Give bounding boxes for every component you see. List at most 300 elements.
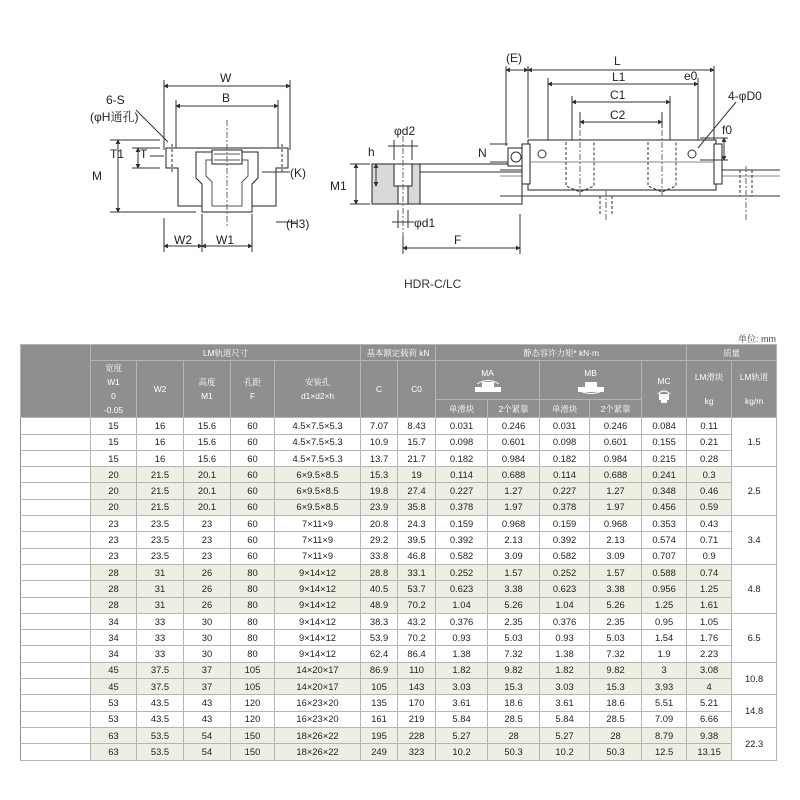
cell-lm-block: 0.11 bbox=[687, 418, 732, 434]
cell-c0: 170 bbox=[398, 695, 436, 711]
cell-w1: 23 bbox=[91, 548, 137, 564]
cell-ma-single: 0.392 bbox=[436, 532, 488, 548]
cell-c: 40.5 bbox=[361, 581, 398, 597]
cell-mb-single: 3.03 bbox=[540, 679, 590, 695]
cell-ma-double: 3.09 bbox=[488, 548, 540, 564]
cell-lm-block: 0.28 bbox=[687, 450, 732, 466]
cell-mb-double: 5.03 bbox=[590, 630, 642, 646]
header-group-row bbox=[21, 345, 777, 361]
cell-ma-double: 0.984 bbox=[488, 450, 540, 466]
cell-w2: 43.5 bbox=[137, 711, 184, 727]
cell-mb-double: 0.601 bbox=[590, 434, 642, 450]
cell-c: 29.2 bbox=[361, 532, 398, 548]
col-mb bbox=[540, 361, 642, 400]
header-col-row bbox=[21, 361, 777, 400]
cell-mb-single: 0.93 bbox=[540, 630, 590, 646]
model-cell bbox=[21, 711, 91, 727]
cell-lm-block: 0.46 bbox=[687, 483, 732, 499]
cell-f: 60 bbox=[231, 532, 275, 548]
cell-ma-single: 0.623 bbox=[436, 581, 488, 597]
cell-mc: 0.956 bbox=[642, 581, 687, 597]
cell-ma-double: 28.5 bbox=[488, 711, 540, 727]
cell-mb-single: 0.582 bbox=[540, 548, 590, 564]
cell-c: 161 bbox=[361, 711, 398, 727]
cell-mb-double: 0.984 bbox=[590, 450, 642, 466]
cell-mc: 12.5 bbox=[642, 744, 687, 760]
table-row bbox=[21, 679, 777, 695]
cell-c0: 21.7 bbox=[398, 450, 436, 466]
cell-lm-block: 1.25 bbox=[687, 581, 732, 597]
col-ma-symbol: MA bbox=[481, 368, 494, 379]
cell-mb-double: 5.26 bbox=[590, 597, 642, 613]
cell-mb-double: 0.968 bbox=[590, 516, 642, 532]
cell-holes: 9×14×12 bbox=[275, 630, 361, 646]
cell-mb-double: 0.246 bbox=[590, 418, 642, 434]
cell-f: 150 bbox=[231, 744, 275, 760]
cell-ma-single: 0.031 bbox=[436, 418, 488, 434]
cell-ma-single: 3.61 bbox=[436, 695, 488, 711]
cell-c0: 86.4 bbox=[398, 646, 436, 662]
mb-moment-icon bbox=[574, 380, 608, 394]
col-holes-title: 安装孔 bbox=[304, 377, 331, 388]
cell-w2: 21.5 bbox=[137, 467, 184, 483]
cell-ma-single: 5.84 bbox=[436, 711, 488, 727]
cell-holes: 9×14×12 bbox=[275, 564, 361, 580]
model-cell bbox=[21, 434, 91, 450]
cell-c0: 53.7 bbox=[398, 581, 436, 597]
model-cell bbox=[21, 548, 91, 564]
dim-W: W bbox=[220, 71, 232, 85]
cell-f: 120 bbox=[231, 711, 275, 727]
cell-w2: 23.5 bbox=[137, 516, 184, 532]
table-row bbox=[21, 646, 777, 662]
dim-holes-note: (φH通孔) bbox=[90, 110, 139, 124]
model-cell bbox=[21, 532, 91, 548]
cell-w2: 31 bbox=[137, 597, 184, 613]
table-row bbox=[21, 483, 777, 499]
cell-mc: 0.353 bbox=[642, 516, 687, 532]
cell-c: 15.3 bbox=[361, 467, 398, 483]
cell-m1: 37 bbox=[184, 662, 231, 678]
cell-mb-double: 50.3 bbox=[590, 744, 642, 760]
cell-holes: 6×9.5×8.5 bbox=[275, 499, 361, 515]
cell-f: 80 bbox=[231, 564, 275, 580]
col-w1-title: 宽度 bbox=[105, 363, 122, 374]
cell-c0: 33.1 bbox=[398, 564, 436, 580]
cell-w1: 15 bbox=[91, 450, 137, 466]
cell-c: 53.9 bbox=[361, 630, 398, 646]
dim-e0: e0 bbox=[684, 69, 698, 83]
cell-ma-double: 5.26 bbox=[488, 597, 540, 613]
cell-w2: 33 bbox=[137, 646, 184, 662]
cell-f: 80 bbox=[231, 581, 275, 597]
cell-w1: 28 bbox=[91, 581, 137, 597]
dim-C2: C2 bbox=[610, 108, 626, 122]
cell-lm-block: 0.71 bbox=[687, 532, 732, 548]
cell-mb-double: 2.13 bbox=[590, 532, 642, 548]
cell-m1: 20.1 bbox=[184, 467, 231, 483]
cell-mb-double: 1.27 bbox=[590, 483, 642, 499]
cell-w1: 45 bbox=[91, 662, 137, 678]
cell-f: 60 bbox=[231, 450, 275, 466]
model-cell bbox=[21, 630, 91, 646]
cell-c: 28.8 bbox=[361, 564, 398, 580]
cell-ma-double: 18.6 bbox=[488, 695, 540, 711]
cell-m1: 30 bbox=[184, 613, 231, 629]
cell-lm-block: 0.43 bbox=[687, 516, 732, 532]
cell-mc: 8.79 bbox=[642, 727, 687, 743]
dim-K: (K) bbox=[290, 166, 306, 180]
cell-f: 80 bbox=[231, 597, 275, 613]
cell-lm-block: 9.38 bbox=[687, 727, 732, 743]
cell-mb-single: 5.84 bbox=[540, 711, 590, 727]
cell-m1: 23 bbox=[184, 516, 231, 532]
cell-ma-double: 0.968 bbox=[488, 516, 540, 532]
cell-w2: 43.5 bbox=[137, 695, 184, 711]
col-f-symbol: F bbox=[249, 391, 256, 402]
cell-w2: 16 bbox=[137, 418, 184, 434]
cell-f: 105 bbox=[231, 662, 275, 678]
cell-c: 105 bbox=[361, 679, 398, 695]
model-col-header bbox=[21, 345, 91, 418]
cell-mb-double: 9.82 bbox=[590, 662, 642, 678]
cell-c0: 35.8 bbox=[398, 499, 436, 515]
cell-w1: 63 bbox=[91, 744, 137, 760]
cell-mb-single: 0.392 bbox=[540, 532, 590, 548]
cell-m1: 15.6 bbox=[184, 450, 231, 466]
cell-lm-block: 1.61 bbox=[687, 597, 732, 613]
cell-w1: 53 bbox=[91, 695, 137, 711]
cell-mb-single: 0.182 bbox=[540, 450, 590, 466]
table-row bbox=[21, 532, 777, 548]
cell-lm-rail-mass: 22.3 bbox=[732, 727, 777, 760]
unit-note: 单位: mm bbox=[738, 334, 776, 344]
cell-w1: 53 bbox=[91, 711, 137, 727]
cell-mc: 0.155 bbox=[642, 434, 687, 450]
cell-mb-double: 3.09 bbox=[590, 548, 642, 564]
cell-lm-block: 6.66 bbox=[687, 711, 732, 727]
cell-ma-single: 0.098 bbox=[436, 434, 488, 450]
cell-c: 19.8 bbox=[361, 483, 398, 499]
cell-ma-single: 5.27 bbox=[436, 727, 488, 743]
cell-mb-double: 18.6 bbox=[590, 695, 642, 711]
cell-m1: 26 bbox=[184, 597, 231, 613]
table-row bbox=[21, 418, 777, 434]
cell-mb-single: 10.2 bbox=[540, 744, 590, 760]
cell-holes: 14×20×17 bbox=[275, 662, 361, 678]
dim-C1: C1 bbox=[610, 88, 626, 102]
col-w1 bbox=[91, 361, 137, 418]
table-row bbox=[21, 516, 777, 532]
dim-N: N bbox=[478, 146, 487, 160]
cell-w1: 15 bbox=[91, 418, 137, 434]
cell-holes: 4.5×7.5×5.3 bbox=[275, 434, 361, 450]
model-cell bbox=[21, 581, 91, 597]
table-row bbox=[21, 467, 777, 483]
hdr-drawing bbox=[0, 0, 800, 300]
cell-ma-single: 0.582 bbox=[436, 548, 488, 564]
cell-f: 120 bbox=[231, 695, 275, 711]
cell-c0: 8.43 bbox=[398, 418, 436, 434]
cell-holes: 9×14×12 bbox=[275, 613, 361, 629]
cell-w2: 21.5 bbox=[137, 499, 184, 515]
cell-mb-double: 28 bbox=[590, 727, 642, 743]
cell-c0: 228 bbox=[398, 727, 436, 743]
col-w1-tol-up: 0 bbox=[111, 391, 116, 402]
model-cell bbox=[21, 695, 91, 711]
cell-holes: 18×26×22 bbox=[275, 727, 361, 743]
cell-holes: 6×9.5×8.5 bbox=[275, 483, 361, 499]
cell-w2: 16 bbox=[137, 434, 184, 450]
cell-w1: 45 bbox=[91, 679, 137, 695]
table-row bbox=[21, 581, 777, 597]
col-ma-double: 2个紧靠 bbox=[488, 400, 540, 418]
cell-ma-single: 0.93 bbox=[436, 630, 488, 646]
table-row bbox=[21, 695, 777, 711]
group-basic-load: 基本额定载荷 kN bbox=[361, 345, 436, 361]
cell-mb-single: 0.031 bbox=[540, 418, 590, 434]
cell-lm-rail-mass: 2.5 bbox=[732, 467, 777, 516]
cell-lm-block: 1.76 bbox=[687, 630, 732, 646]
cell-mb-single: 3.61 bbox=[540, 695, 590, 711]
cell-ma-single: 0.227 bbox=[436, 483, 488, 499]
dim-holes: 6-S bbox=[106, 93, 125, 107]
cell-mc: 1.25 bbox=[642, 597, 687, 613]
cell-w1: 34 bbox=[91, 630, 137, 646]
cell-mb-single: 0.623 bbox=[540, 581, 590, 597]
col-lm-block bbox=[687, 361, 732, 418]
cell-c0: 110 bbox=[398, 662, 436, 678]
cell-lm-rail-mass: 1.5 bbox=[732, 418, 777, 467]
cell-ma-single: 1.82 bbox=[436, 662, 488, 678]
ma-moment-icon bbox=[471, 380, 505, 394]
col-mc-symbol: MC bbox=[657, 376, 671, 387]
cell-holes: 7×11×9 bbox=[275, 548, 361, 564]
cell-ma-single: 3.03 bbox=[436, 679, 488, 695]
model-cell bbox=[21, 613, 91, 629]
cell-m1: 15.6 bbox=[184, 418, 231, 434]
cell-mc: 3.93 bbox=[642, 679, 687, 695]
model-label: HDR-C/LC bbox=[404, 277, 462, 291]
cell-c: 38.3 bbox=[361, 613, 398, 629]
cell-c: 62.4 bbox=[361, 646, 398, 662]
cell-c0: 19 bbox=[398, 467, 436, 483]
cell-holes: 9×14×12 bbox=[275, 581, 361, 597]
cell-lm-block: 1.05 bbox=[687, 613, 732, 629]
cell-lm-rail-mass: 3.4 bbox=[732, 516, 777, 565]
end-view bbox=[110, 80, 296, 252]
cell-w1: 28 bbox=[91, 597, 137, 613]
cell-holes: 18×26×22 bbox=[275, 744, 361, 760]
cell-mc: 0.241 bbox=[642, 467, 687, 483]
cell-m1: 54 bbox=[184, 727, 231, 743]
cell-ma-double: 50.3 bbox=[488, 744, 540, 760]
col-holes bbox=[275, 361, 361, 418]
cell-ma-single: 0.114 bbox=[436, 467, 488, 483]
cell-mb-single: 1.82 bbox=[540, 662, 590, 678]
cell-mb-double: 3.38 bbox=[590, 581, 642, 597]
table-row bbox=[21, 727, 777, 743]
cell-f: 60 bbox=[231, 516, 275, 532]
cell-c0: 70.2 bbox=[398, 630, 436, 646]
cell-mb-double: 2.35 bbox=[590, 613, 642, 629]
col-c0: C0 bbox=[398, 361, 436, 418]
dim-f0: f0 bbox=[722, 123, 733, 137]
col-m1 bbox=[184, 361, 231, 418]
cell-m1: 37 bbox=[184, 679, 231, 695]
cell-f: 105 bbox=[231, 679, 275, 695]
cell-holes: 16×23×20 bbox=[275, 711, 361, 727]
cell-w2: 16 bbox=[137, 450, 184, 466]
cell-ma-single: 0.182 bbox=[436, 450, 488, 466]
col-holes-symbol: d1×d2×h bbox=[300, 391, 335, 402]
cell-lm-block: 5.21 bbox=[687, 695, 732, 711]
model-cell bbox=[21, 744, 91, 760]
cell-ma-double: 0.601 bbox=[488, 434, 540, 450]
cell-ma-single: 1.04 bbox=[436, 597, 488, 613]
cell-mc: 0.95 bbox=[642, 613, 687, 629]
cell-ma-single: 0.159 bbox=[436, 516, 488, 532]
cell-holes: 7×11×9 bbox=[275, 516, 361, 532]
table-row bbox=[21, 662, 777, 678]
cell-mb-double: 1.57 bbox=[590, 564, 642, 580]
cell-mb-single: 0.378 bbox=[540, 499, 590, 515]
cell-c: 33.8 bbox=[361, 548, 398, 564]
cell-holes: 9×14×12 bbox=[275, 646, 361, 662]
cell-mb-double: 28.5 bbox=[590, 711, 642, 727]
cell-mc: 0.348 bbox=[642, 483, 687, 499]
cell-ma-double: 5.03 bbox=[488, 630, 540, 646]
dim-T1: T1 bbox=[110, 147, 125, 161]
dim-M: M bbox=[92, 169, 102, 183]
dim-M1: M1 bbox=[330, 179, 347, 193]
dim-D0: 4-φD0 bbox=[728, 89, 762, 103]
cell-ma-double: 3.38 bbox=[488, 581, 540, 597]
cell-mc: 1.54 bbox=[642, 630, 687, 646]
cell-m1: 23 bbox=[184, 548, 231, 564]
cell-c0: 143 bbox=[398, 679, 436, 695]
cell-w2: 21.5 bbox=[137, 483, 184, 499]
cell-w1: 20 bbox=[91, 483, 137, 499]
dim-H3: (H3) bbox=[286, 217, 310, 231]
cell-lm-rail-mass: 6.5 bbox=[732, 613, 777, 662]
model-cell bbox=[21, 646, 91, 662]
model-cell bbox=[21, 597, 91, 613]
cell-m1: 15.6 bbox=[184, 434, 231, 450]
rail-section-view bbox=[350, 136, 522, 254]
dim-T: T bbox=[140, 147, 148, 161]
cell-mc: 0.574 bbox=[642, 532, 687, 548]
cell-mb-single: 1.04 bbox=[540, 597, 590, 613]
cell-c: 23.9 bbox=[361, 499, 398, 515]
cell-f: 60 bbox=[231, 499, 275, 515]
dim-E: (E) bbox=[506, 51, 522, 65]
cell-ma-double: 28 bbox=[488, 727, 540, 743]
cell-f: 60 bbox=[231, 483, 275, 499]
cell-ma-double: 0.688 bbox=[488, 467, 540, 483]
cell-mb-single: 0.098 bbox=[540, 434, 590, 450]
cell-w1: 15 bbox=[91, 434, 137, 450]
cell-c: 20.8 bbox=[361, 516, 398, 532]
table-row bbox=[21, 434, 777, 450]
cell-m1: 23 bbox=[184, 532, 231, 548]
cell-w1: 34 bbox=[91, 646, 137, 662]
cell-lm-block: 2.23 bbox=[687, 646, 732, 662]
cell-mc: 0.215 bbox=[642, 450, 687, 466]
col-w1-symbol: W1 bbox=[107, 377, 120, 388]
cell-w2: 37.5 bbox=[137, 662, 184, 678]
mc-moment-icon bbox=[655, 388, 673, 404]
cell-w2: 31 bbox=[137, 564, 184, 580]
cell-mb-double: 1.97 bbox=[590, 499, 642, 515]
cell-mb-single: 0.227 bbox=[540, 483, 590, 499]
cell-c0: 15.7 bbox=[398, 434, 436, 450]
cell-holes: 7×11×9 bbox=[275, 532, 361, 548]
cell-lm-block: 3.08 bbox=[687, 662, 732, 678]
cell-w2: 33 bbox=[137, 630, 184, 646]
cell-f: 80 bbox=[231, 630, 275, 646]
cell-mc: 0.588 bbox=[642, 564, 687, 580]
col-lm-rail-unit: kg/m bbox=[745, 396, 764, 407]
cell-m1: 26 bbox=[184, 581, 231, 597]
cell-mc: 3 bbox=[642, 662, 687, 678]
cell-f: 60 bbox=[231, 467, 275, 483]
model-cell bbox=[21, 418, 91, 434]
dim-B: B bbox=[222, 91, 231, 105]
cell-holes: 9×14×12 bbox=[275, 597, 361, 613]
table-row bbox=[21, 711, 777, 727]
table-row bbox=[21, 744, 777, 760]
cell-c: 48.9 bbox=[361, 597, 398, 613]
model-cell bbox=[21, 499, 91, 515]
cell-mc: 5.51 bbox=[642, 695, 687, 711]
cell-c: 13.7 bbox=[361, 450, 398, 466]
cell-lm-block: 4 bbox=[687, 679, 732, 695]
cell-mc: 0.084 bbox=[642, 418, 687, 434]
col-lm-block-unit: kg bbox=[704, 396, 714, 407]
group-static-moment: 静态容许力矩* kN·m bbox=[436, 345, 687, 361]
cell-w1: 28 bbox=[91, 564, 137, 580]
cell-c: 10.9 bbox=[361, 434, 398, 450]
cell-holes: 6×9.5×8.5 bbox=[275, 467, 361, 483]
cell-c0: 70.2 bbox=[398, 597, 436, 613]
col-ma-single: 单滑块 bbox=[436, 400, 488, 418]
dim-W1: W1 bbox=[216, 233, 234, 247]
cell-c0: 27.4 bbox=[398, 483, 436, 499]
cell-holes: 14×20×17 bbox=[275, 679, 361, 695]
cell-w1: 20 bbox=[91, 467, 137, 483]
dim-d2: φd2 bbox=[394, 124, 416, 138]
cell-m1: 43 bbox=[184, 695, 231, 711]
cell-c0: 46.8 bbox=[398, 548, 436, 564]
cell-w2: 33 bbox=[137, 613, 184, 629]
table-row bbox=[21, 630, 777, 646]
cell-mb-double: 0.688 bbox=[590, 467, 642, 483]
dim-W2: W2 bbox=[174, 233, 192, 247]
cell-lm-rail-mass: 14.8 bbox=[732, 695, 777, 728]
cell-ma-double: 2.13 bbox=[488, 532, 540, 548]
cell-c: 135 bbox=[361, 695, 398, 711]
dim-F: F bbox=[454, 233, 462, 247]
cell-f: 80 bbox=[231, 646, 275, 662]
table-row bbox=[21, 548, 777, 564]
cell-f: 60 bbox=[231, 418, 275, 434]
col-lm-rail bbox=[732, 361, 777, 418]
cell-c: 249 bbox=[361, 744, 398, 760]
cell-ma-single: 1.38 bbox=[436, 646, 488, 662]
cell-holes: 4.5×7.5×5.3 bbox=[275, 450, 361, 466]
cell-w2: 23.5 bbox=[137, 548, 184, 564]
